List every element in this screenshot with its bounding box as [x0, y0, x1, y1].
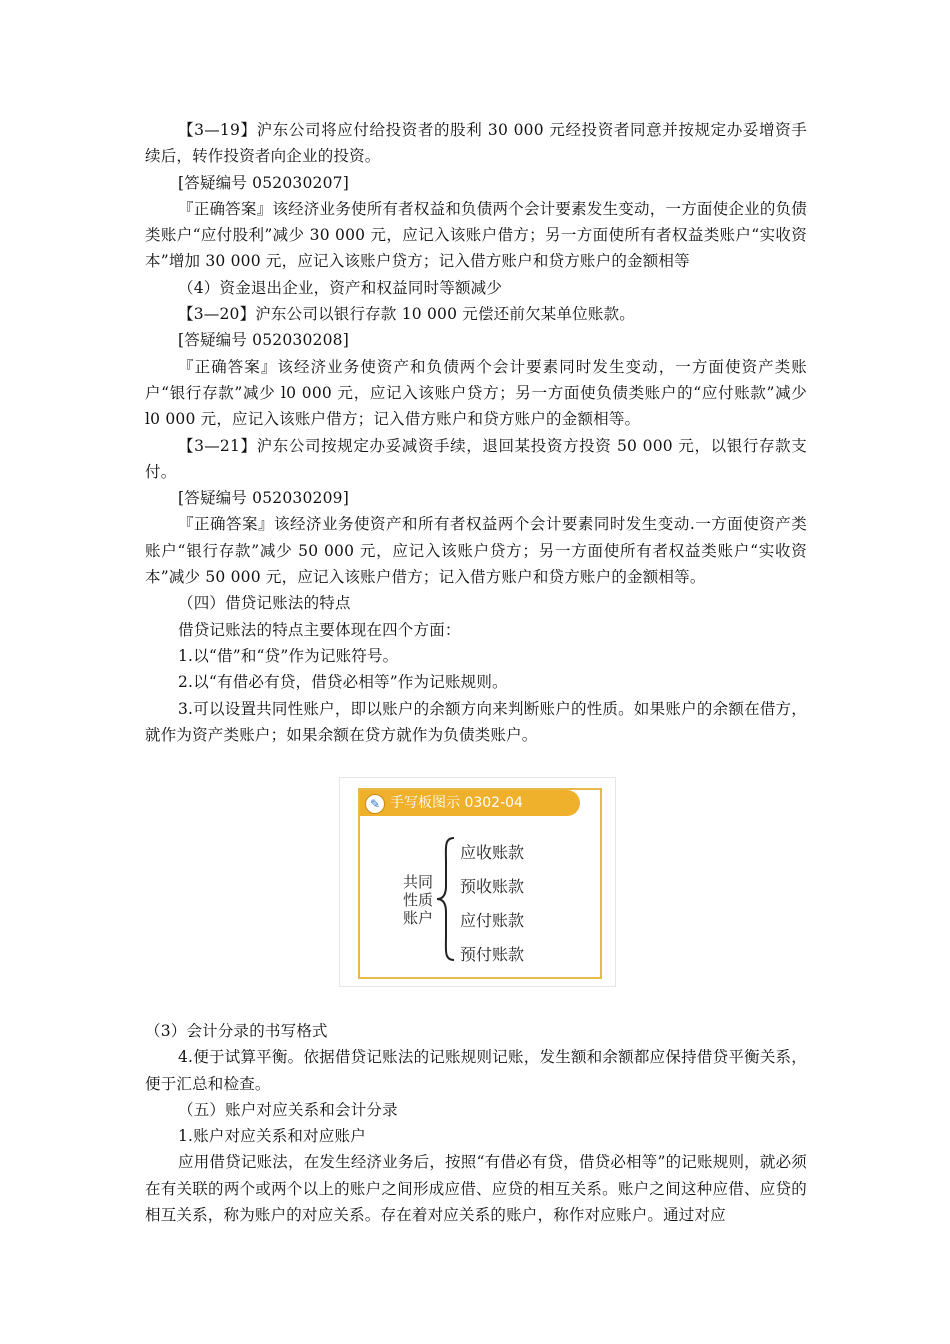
paragraph-ans-209: 『正确答案』该经济业务使资产和所有者权益两个会计要素同时发生变动.一方面使资产类账户“银行存款”减少 50 000 元，应记入该账户贷方；另一方面使所有者权益类账户“实收资本”减少 50 000 元，应记入该账户借方；记入借方账户和贷方账户的金额相等。	[145, 515, 807, 587]
figure-item: 预付账款	[460, 945, 525, 964]
paragraph-ref-207: [答疑编号 052030207]	[178, 173, 349, 192]
paragraph-item-3: （3）会计分录的书写格式	[145, 1022, 328, 1040]
paragraph-ex-3-21: 【3—21】沪东公司按规定办妥减资手续，退回某投资方投资 50 000 元，以银行存款支付。	[145, 436, 807, 481]
curly-brace-icon	[434, 834, 458, 964]
left-label-line: 账户	[402, 909, 433, 927]
paragraph-ex-3-19: 【3—19】沪东公司将应付给投资者的股利 30 000 元经投资者同意并按规定办妥增资手续后，转作投资者向企业的投资。	[145, 121, 807, 166]
text-block-top	[145, 117, 807, 748]
paragraph-sec-5: （五）账户对应关系和会计分录	[178, 1100, 398, 1119]
paragraph-ans-208: 『正确答案』该经济业务使资产和负债两个会计要素同时发生变动，一方面使资产类账户“银行存款”减少 l0 000 元，应记入该账户贷方；另一方面使负债类账户的“应付账款”减少 l0 000 元，应记入该账户借方；记入借方账户和贷方账户的金额相等。	[145, 357, 807, 429]
paragraph-pt-3: 3.可以设置共同性账户，即以账户的余额方向来判断账户的性质。如果账户的余额在借方，就作为资产类账户；如果余额在贷方就作为负债类账户。	[145, 699, 807, 744]
figure-item: 应收账款	[460, 843, 525, 862]
paragraph-item-4: （4）资金退出企业，资产和权益同时等额减少	[178, 278, 503, 297]
handwriting-figure	[339, 777, 616, 987]
paragraph-pt-4: 4.便于试算平衡。依据借贷记账法的记账规则记账，发生额和余额都应保持借贷平衡关系，便于汇总和检查。	[145, 1048, 807, 1093]
paragraph-intro-4: 借贷记账法的特点主要体现在四个方面：	[178, 620, 461, 639]
paragraph-pt-2: 2.以“有借必有贷，借贷必相等”作为记账规则。	[178, 673, 508, 692]
paragraph-ex-3-20: 【3—20】沪东公司以银行存款 10 000 元偿还前欠某单位账款。	[178, 305, 635, 324]
paragraph-pt-1: 1.以“借”和“贷”作为记账符号。	[178, 646, 399, 665]
figure-item: 预收账款	[460, 877, 525, 896]
text-block-bottom	[145, 1018, 807, 1228]
pen-icon: ✎	[365, 794, 385, 814]
paragraph-body-1: 应用借贷记账法，在发生经济业务后，按照“有借必有贷，借贷必相等”的记账规则，就必须在有关联的两个或两个以上的账户之间形成应借、应贷的相互关系。账户之间这种应借、应贷的相互关系，称为账户的对应关系。存在着对应关系的账户，称作对应账户。通过对应	[145, 1153, 807, 1225]
paragraph-sec-4: （四）借贷记账法的特点	[178, 594, 351, 613]
figure-frame	[358, 788, 602, 979]
figure-left-label	[400, 873, 436, 927]
paragraph-ans-207: 『正确答案』该经济业务使所有者权益和负债两个会计要素发生变动，一方面使企业的负债类账户“应付股利”减少 30 000 元，应记入该账户借方；另一方面使所有者权益类账户“实收资本”增加 30 000 元，应记入该账户贷方；记入借方账户和贷方账户的金额相等	[145, 199, 807, 271]
left-label-line: 性质	[402, 891, 433, 909]
left-label-line: 共同	[402, 873, 433, 891]
figure-title: 手写板图示 0302-04	[390, 795, 523, 811]
figure-item: 应付账款	[460, 911, 525, 930]
figure-item-list	[460, 836, 524, 972]
paragraph-ref-208: [答疑编号 052030208]	[178, 331, 349, 350]
paragraph-sub-1: 1.账户对应关系和对应账户	[178, 1127, 366, 1146]
figure-header	[360, 790, 580, 816]
paragraph-ref-209: [答疑编号 052030209]	[178, 489, 349, 508]
